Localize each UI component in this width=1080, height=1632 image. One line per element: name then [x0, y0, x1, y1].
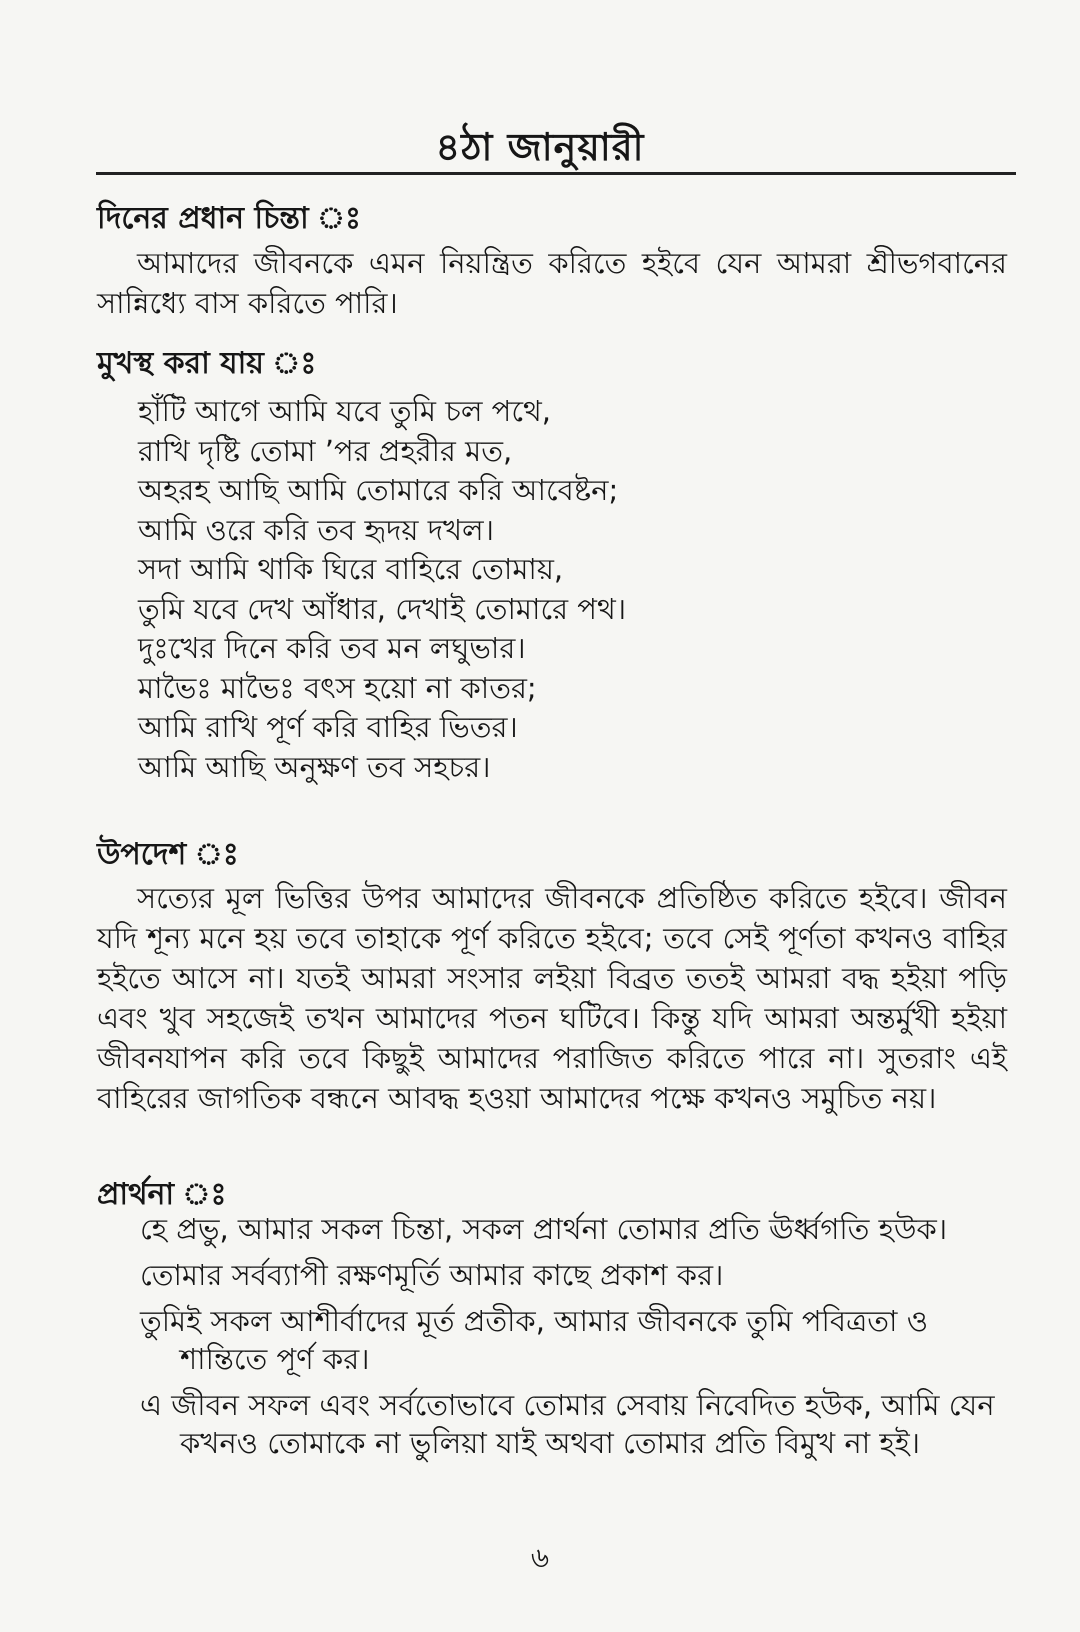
page-number: ৬ — [530, 1541, 550, 1574]
page-title: ৪ঠা জানুয়ারী — [435, 125, 645, 169]
prayer-item: তোমার সর্বব্যাপী রক্ষণমূর্তি আমার কাছে প্রকাশ কর। — [140, 1258, 724, 1292]
verse-line: অহরহ আছি আমি তোমারে করি আবেষ্টন; — [138, 473, 619, 507]
prayer-item: তুমিই সকল আশীর্বাদের মূর্ত প্রতীক, আমার জীবনকে তুমি পবিত্রতা ও শান্তিতে পূর্ণ কর। — [140, 1304, 929, 1376]
verse-line: আমি আছি অনুক্ষণ তব সহচর। — [138, 749, 491, 784]
memorize-heading: মুখস্থ করা যায় ঃ — [97, 346, 317, 381]
advice-paragraph — [97, 878, 1007, 1118]
prayer-heading: প্রার্থনা ঃ — [97, 1177, 227, 1212]
prayer-item: হে প্রভু, আমার সকল চিন্তা, সকল প্রার্থনা তোমার প্রতি ঊর্ধ্বগতি হউক। — [140, 1212, 948, 1246]
prayer-item: এ জীবন সফল এবং সর্বতোভাবে তোমার সেবায় নিবেদিত হউক, আমি যেন কখনও তোমাকে না ভুলিয়া যাই অথবা তোমার প্রতি বিমুখ না হই। — [140, 1388, 995, 1460]
verse-line: আমি ওরে করি তব হৃদয় দখল। — [138, 512, 494, 547]
advice-heading: উপদেশ ঃ — [97, 837, 239, 872]
verse-line: আমি রাখি পূর্ণ করি বাহির ভিতর। — [138, 710, 518, 744]
verse-line: তুমি যবে দেখ আঁধার, দেখাই তোমারে পথ। — [138, 591, 627, 626]
thought-paragraph — [97, 243, 1007, 323]
verse-line: হাঁটি আগে আমি যবে তুমি চল পথে, — [138, 394, 552, 428]
title-rule — [96, 172, 1016, 175]
thought-heading: দিনের প্রধান চিন্তা ঃ — [97, 201, 362, 236]
memorize-verse — [138, 392, 998, 787]
verse-line: দুঃখের দিনে করি তব মন লঘুভার। — [138, 631, 526, 665]
verse-line: সদা আমি থাকি ঘিরে বাহিরে তোমায়, — [138, 552, 564, 586]
prayer-list — [140, 1210, 1010, 1470]
advice-text: সত্যের মূল ভিত্তির উপর আমাদের জীবনকে প্রতিষ্ঠিত করিতে হইবে। জীবন যদি শূন্য মনে হয় তবে তাহাকে পূর্ণ করিতে হইবে; তবে সেই পূর্ণতা কখনও বাহির হইতে আসে না। যতই আমরা সংসার লইয়া বিব্রত ততই আমরা বদ্ধ হইয়া পড়ি এবং খুব সহজেই তখন আমাদের পতন ঘটিবে। কিন্তু যদি আমরা অন্তর্মুখী হইয়া জীবনযাপন করি তবে কিছুই আমাদের পরাজিত করিতে পারে না। সুতরাং এই বাহিরের জাগতিক বন্ধনে আবদ্ধ হওয়া আমাদের পক্ষে কখনও সমুচিত নয়। — [97, 881, 1007, 1115]
verse-line: রাখি দৃষ্টি তোমা ’পর প্রহরীর মত, — [138, 433, 513, 468]
verse-line: মাভৈঃ মাভৈঃ বৎস হয়ো না কাতর; — [138, 670, 537, 705]
thought-text: আমাদের জীবনকে এমন নিয়ন্ত্রিত করিতে হইবে যেন আমরা শ্রীভগবানের সান্নিধ্যে বাস করিতে পারি। — [97, 246, 1007, 320]
